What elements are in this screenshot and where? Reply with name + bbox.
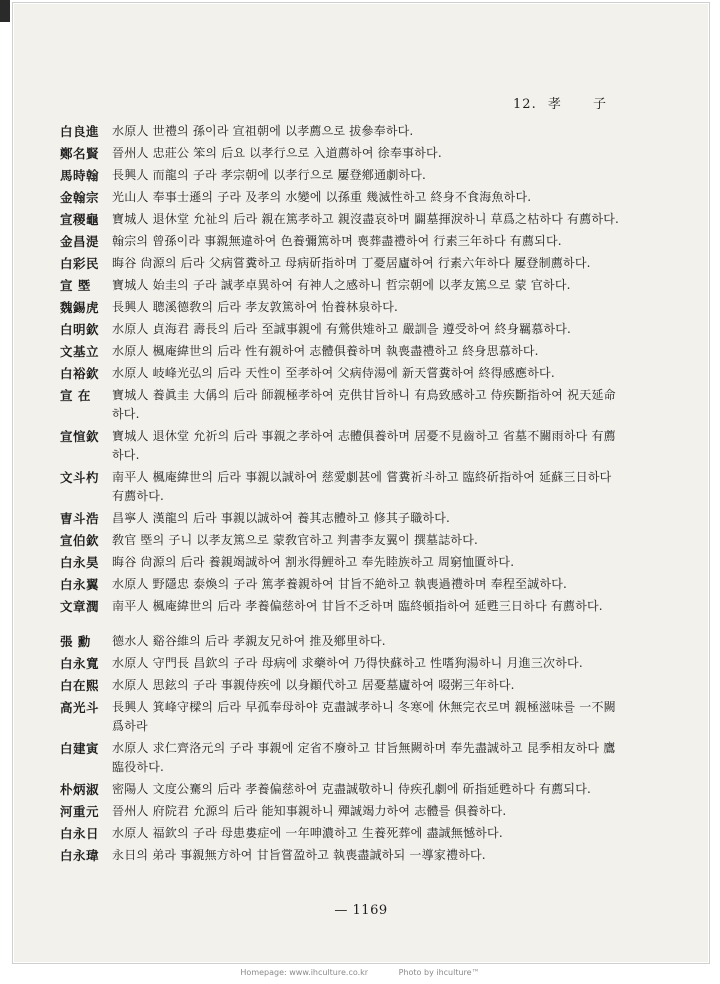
entry-text: 寶城人 退休堂 允祈의 后라 事親之孝하여 志體俱養하며 居憂不見齒하고 省墓不關雨하다 有薦하다. <box>112 429 616 462</box>
entry-text: 水原人 福欽의 子라 母患婁症에 一年呻濃하고 生養死葬에 盡誠無憾하다. <box>112 826 503 840</box>
entry-name: 白裕欽 <box>60 366 100 381</box>
entry-row <box>60 386 620 424</box>
entry-name: 白明欽 <box>60 322 100 337</box>
entry-text: 敎官 塈의 子니 以孝友篤으로 蒙敎官하고 判書李友翼이 撰墓誌하다. <box>112 533 479 547</box>
entry-text: 晦谷 尙源의 后라 養親竭誠하여 割氷得鯉하고 奉先睦族하고 周窮恤匱하다. <box>112 555 515 569</box>
entry-name: 鄭名賢 <box>60 146 100 161</box>
entry-text: 翰宗의 曾孫이라 事親無違하여 色養彌篤하며 喪葬盡禮하여 行素三年하다 有薦되다. <box>112 234 562 248</box>
entry-name: 白永日 <box>60 826 100 841</box>
entry-row <box>60 802 620 821</box>
entry-name: 白永昊 <box>60 555 100 570</box>
entry-name: 高光斗 <box>60 700 100 715</box>
entry-text: 水原人 貞海君 壽長의 后라 至誠事親에 有鶯供雉하고 嚴訓을 遵受하여 終身羈慕하다. <box>112 322 572 336</box>
entry-text: 晉州人 府院君 允源의 后라 能知事親하니 殫誠竭力하여 志體를 俱養하다. <box>112 804 507 818</box>
entry-name: 白永寬 <box>60 656 100 671</box>
entry-row <box>60 298 620 317</box>
entry-row <box>60 427 620 465</box>
entry-row <box>60 575 620 594</box>
entry-text: 寶城人 退休堂 允祉의 后라 親在篤孝하고 親沒盡哀하며 闢墓揮淚하니 草爲之枯하다 有薦하다. <box>112 212 620 226</box>
page-edge-shadow <box>0 0 10 22</box>
entry-name: 白建寅 <box>60 741 100 756</box>
section-title: 孝 子 <box>547 97 620 112</box>
entry-text: 水原人 思鉉의 子라 事親侍疾에 以身顚代하고 居憂墓廬하여 啜粥三年하다. <box>112 678 515 692</box>
entry-name: 馬時翰 <box>60 168 100 183</box>
entry-text: 長興人 聰溪德敎의 后라 孝友敦篤하여 怡養林泉하다. <box>112 300 399 314</box>
entry-row <box>60 698 620 736</box>
entry-text: 德水人 谿谷維의 后라 孝親友兄하여 推及鄕里하다. <box>112 634 386 648</box>
entry-text: 長興人 箕峰守樑의 后라 早孤奉母하야 克盡誠孝하니 冬寒에 休無完衣로며 親極滋味를 一不闕爲하라 <box>112 700 616 733</box>
entry-text: 長興人 而龍의 子라 孝宗朝에 以孝行으로 屢登鄕通劇하다. <box>112 168 427 182</box>
entry-name: 河重元 <box>60 804 100 819</box>
entry-row <box>60 276 620 295</box>
entry-text: 水原人 求仁齊洛元의 子라 事親에 定省不廢하고 甘旨無闕하며 奉先盡誠하고 昆季相友하다 鷹臨役하다. <box>112 741 616 774</box>
entry-name: 宣愃欽 <box>60 429 100 444</box>
entry-text: 昌寧人 漢龍의 后라 事親以誠하여 養其志體하고 修其子職하다. <box>112 511 451 525</box>
entry-text: 晉州人 忠莊公 笨의 后요 以孝行으로 入道薦하여 徐奉事하다. <box>112 146 442 160</box>
entry-row <box>60 632 620 651</box>
entry-text: 南平人 楓庵緯世의 后라 事親以誠하여 慈愛劇甚에 嘗糞祈斗하고 臨終斫指하여 延蘇三日하다 有薦하다. <box>112 470 612 503</box>
entry-name: 曺斗浩 <box>60 511 100 526</box>
entry-row <box>60 824 620 843</box>
credit-homepage: Homepage: www.ihculture.co.kr <box>240 968 369 977</box>
entry-row <box>60 188 620 207</box>
entry-row <box>60 166 620 185</box>
entry-row <box>60 509 620 528</box>
entry-name: 張 勳 <box>60 634 91 649</box>
entry-name: 文章潤 <box>60 599 100 614</box>
entry-name: 文基立 <box>60 344 100 359</box>
entry-name: 金翰宗 <box>60 190 100 205</box>
entry-text: 南平人 楓庵緯世의 后라 孝養偏慈하여 甘旨不乏하며 臨終頓指하여 延甦三日하다 有薦하다. <box>112 599 603 613</box>
entry-text: 永日의 弟라 事親無方하여 甘旨嘗盈하고 執喪盡誠하되 一導家禮하다. <box>112 848 486 862</box>
entry-name: 金昌湜 <box>60 234 100 249</box>
entry-text: 水原人 岐峰光弘의 后라 天性이 至孝하여 父病侍湯에 新天嘗糞하여 終得感應하다. <box>112 366 555 380</box>
entry-row <box>60 468 620 506</box>
entry-row <box>60 531 620 550</box>
page-number: — 1169 <box>334 903 388 918</box>
entry-name: 朴炳淑 <box>60 782 100 797</box>
entry-row <box>60 144 620 163</box>
credit-photo: Photo by ihculture™ <box>398 968 480 977</box>
entry-name: 宣 在 <box>60 388 91 403</box>
entry-text: 光山人 奉事士遜의 子라 及孝의 水變에 以孫重 幾滅性하고 終身不食海魚하다. <box>112 190 532 204</box>
entry-text: 密陽人 文度公騫의 后라 孝養偏慈하여 克盡誠敬하니 侍疾孔劇에 斫指延甦하다 有薦되다. <box>112 782 592 796</box>
entry-row <box>60 232 620 251</box>
entry-list <box>60 122 620 868</box>
entry-text: 晦谷 尙源의 后라 父病嘗糞하고 母病斫指하며 丁憂居廬하여 行素六年하다 屢登制薦하다. <box>112 256 591 270</box>
entry-name: 白彩民 <box>60 256 100 271</box>
entry-row <box>60 553 620 572</box>
entry-name: 宣稷龜 <box>60 212 100 227</box>
entry-row <box>60 320 620 339</box>
entry-row <box>60 654 620 673</box>
entry-text: 水原人 野隱忠 泰煥의 子라 篤孝養親하여 甘旨不絶하고 執喪過禮하며 奉程至誠하다. <box>112 577 568 591</box>
entry-name: 魏錫虎 <box>60 300 100 315</box>
entry-row <box>60 780 620 799</box>
entry-name: 白永瑋 <box>60 848 100 863</box>
entry-row <box>60 846 620 865</box>
entry-row <box>60 254 620 273</box>
entry-text: 水原人 守門長 昌欽의 子라 母病에 求藥하여 乃得快蘇하고 性嗜狗湯하니 月進三次하다. <box>112 656 583 670</box>
entry-text: 寶城人 養眞圭 大偁의 后라 師親極孝하여 克供甘旨하니 有鳥致感하고 侍疾斷指하여 祝天延命하다. <box>112 388 616 421</box>
entry-text: 水原人 楓庵緯世의 后라 性有親하여 志體俱養하며 執喪盡禮하고 終身思慕하다. <box>112 344 539 358</box>
section-header <box>513 93 620 112</box>
entry-row <box>60 676 620 695</box>
entry-text: 水原人 世禮의 孫이라 宣祖朝에 以孝薦으로 拔參奉하다. <box>112 124 414 138</box>
document-page <box>14 4 708 962</box>
entry-name: 白在熙 <box>60 678 100 693</box>
entry-name: 文斗杓 <box>60 470 100 485</box>
entry-row <box>60 122 620 141</box>
entry-text: 寶城人 始圭의 子라 誠孝卓異하여 有神人之感하니 哲宗朝에 以孝友篤으로 蒙 官하다. <box>112 278 571 292</box>
entry-row <box>60 210 620 229</box>
entry-row <box>60 364 620 383</box>
entry-row <box>60 342 620 361</box>
entry-row <box>60 739 620 777</box>
entry-name: 白永翼 <box>60 577 100 592</box>
entry-name: 宣伯欽 <box>60 533 100 548</box>
section-number: 12. <box>513 97 537 112</box>
entry-row <box>60 597 620 616</box>
entry-name: 白良進 <box>60 124 100 139</box>
entry-name: 宣 塈 <box>60 278 91 293</box>
image-credit <box>0 968 720 977</box>
